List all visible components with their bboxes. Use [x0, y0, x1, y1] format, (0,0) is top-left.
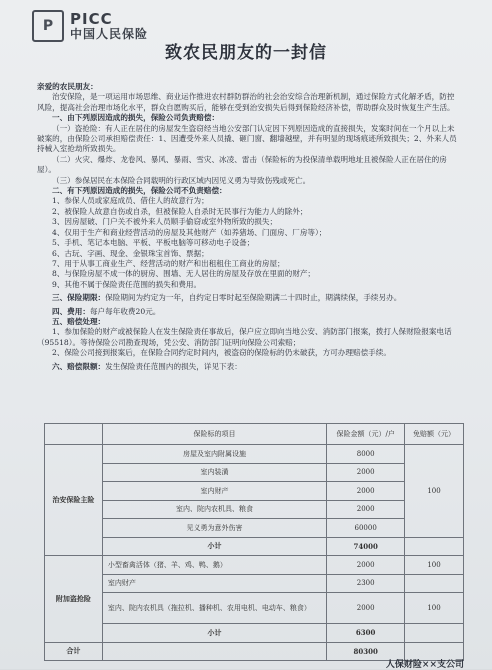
item-cell: 室内、院内农机具（拖拉机、播种机、农用电机、电动车、粮食）: [102, 593, 326, 624]
subtotal-value: 6300: [327, 624, 405, 643]
item-cell: 房屋及室内附属设施: [102, 445, 326, 464]
amount-cell: 2300: [327, 574, 405, 593]
table-row: [45, 574, 464, 593]
item-cell: 室内、院内农机具、粮食: [102, 500, 326, 519]
section-5-heading: 五、赔偿处理：: [52, 316, 106, 326]
exclusion-item: 5、手机、笔记本电脑、平板、平板电脑等可移动电子设备；: [52, 238, 255, 248]
section-4-text: 每户每年收费20元。: [89, 306, 161, 316]
section-3-text: 保险期间为约定为一年，自约定日零时起至保险期满二十四时止，期满续保，手续另办。: [105, 293, 402, 303]
deductible-cell: [405, 574, 464, 593]
item-cell: 室内财产: [102, 574, 326, 593]
table-row: [45, 519, 464, 538]
section-3: [37, 293, 462, 303]
table-row: [45, 593, 464, 624]
group-main-label: 治安保险主险: [45, 445, 103, 556]
exclusion-item: 1、参保人员或家庭成员、借住人的故意行为；: [52, 196, 209, 206]
section-6: [37, 362, 462, 372]
section-2-heading: 二、有下列原因造成的损失，保险公司不负责赔偿：: [52, 186, 227, 196]
section-4: [37, 307, 462, 317]
item-cell: 室内财产: [102, 482, 326, 501]
exclusion-item: 9、其他不属于保险责任范围的损失和费用。: [52, 279, 202, 289]
deductible-cell: 100: [405, 556, 464, 575]
salutation: 亲爱的农民朋友：: [37, 82, 98, 91]
exclusion-item: 2、被保险人故意自伤或自杀，但被保险人自杀时无民事行为能力人的除外；: [52, 206, 308, 216]
total-label: 合计: [45, 642, 103, 661]
section-6-text: 发生保险责任范围内的损失，详见下表：: [105, 361, 242, 371]
subtotal-value: 74000: [327, 537, 405, 556]
subtotal-label: 小计: [102, 537, 326, 556]
exclusion-item: 7、用于从事工商业生产、经营活动的财产和出租租住工商业的房屋；: [52, 258, 285, 268]
table-row: [45, 445, 464, 464]
section-1-heading: 一、由下列原因造成的损失，保险公司负责赔偿：: [52, 113, 220, 123]
table-row: [45, 556, 464, 575]
table-header-cell: 免赔额（元）: [405, 424, 464, 445]
exclusion-item: 8、与保险房屋不成一体的厨房、围墙、无人居住的房屋及存放在里面的财产；: [52, 269, 316, 279]
exclusion-item: 4、仅用于生产和商业经营活动的房屋及其他财产（如养猪场、门面房、厂房等）；: [52, 227, 327, 237]
picc-logo-icon: P: [32, 10, 64, 42]
item-cell: 小型畜禽活体（猪、羊、鸡、鸭、鹅）: [102, 556, 326, 575]
table-header-cell: 保险金额（元）/户: [327, 424, 405, 445]
group-addon-label: 附加盗抢险: [45, 556, 103, 643]
letter-body: [37, 82, 462, 372]
signature-line: 人保财险××支公司: [385, 660, 464, 670]
total-value: 80300: [327, 642, 405, 661]
subtotal-label: 小计: [102, 624, 326, 643]
amount-cell: 60000: [327, 519, 405, 538]
section-4-label: 四、费用：: [52, 306, 90, 316]
table-row: [45, 463, 464, 482]
amount-cell: 2000: [327, 463, 405, 482]
table-header-row: [45, 424, 464, 445]
section-1-item-3: （三）参保居民在本保险合同载明的行政区域内因见义勇为导致伤残或死亡。: [52, 175, 311, 185]
item-cell: 见义勇为意外伤害: [102, 519, 326, 538]
amount-cell: 8000: [327, 445, 405, 464]
exclusion-item: 3、因房屋破、门户关不被外来人员顺手偷窃或室外物所致的损失；: [52, 217, 278, 227]
section-1-item-1: （一）盗抢险：有人正在居住的房屋发生盗窃经当地公安部门认定因下列原因造成的直接损失，发案时间在一个月以上未破案的，由保险公司承担赔偿责任：1、因遭受外来人员撬、砸门窗、翻墙越壁，并有明显的现场痕迹所致损失；2、外来人员持械入室抢劫所致损失。: [37, 123, 457, 154]
subtotal-row: [45, 624, 464, 643]
table-header-cell: [45, 424, 103, 445]
amount-cell: 2000: [327, 556, 405, 575]
exclusion-item: 6、古玩、字画、现金、金银珠宝首饰、票据；: [52, 248, 209, 258]
letter-title: 致农民朋友的一封信: [165, 43, 327, 63]
amount-cell: 2000: [327, 500, 405, 519]
logo-en-text: PICC: [70, 9, 113, 28]
logo-cn-text: 中国人民保险: [70, 26, 149, 41]
intro-paragraph: 治安保险，是一项运用市场思维、商业运作推进农村群防群治的社会治安综合治理新机制，通过保险方式化解矛盾，防控风险，提高社会治理市场化水平，群众自愿购买后，能够在受到治安损失后得到保险经济补偿，帮助群众及时恢复生产生活。: [37, 92, 455, 112]
section-5-item-1: 1、参加保险的财产或被保险人在发生保险责任事故后，保户应立即向当地公安、消防部门报案，拨打人保财险报案电话（95518）。等待保险公司勘查现场，凭公安、消防部门证明向保险公司索赔；: [37, 327, 452, 347]
section-6-label: 六、赔偿限额：: [52, 361, 106, 371]
table-row: [45, 500, 464, 519]
table-header-cell: 保险标的项目: [102, 424, 326, 445]
section-1-item-2: （二）火灾、爆炸、龙卷风、暴风、暴雨、雪灾、冰凌、雷击（保险标的为投保清单载明地址且被保险人正在居住的房屋）。: [37, 154, 447, 175]
item-cell: 室内装潢: [102, 463, 326, 482]
table-row: [45, 482, 464, 501]
section-3-label: 三、保险期限：: [52, 293, 106, 303]
amount-cell: 2000: [327, 593, 405, 624]
amount-cell: 2000: [327, 482, 405, 501]
section-5-item-2: 2、保险公司接到报案后，在保险合同约定时间内，被盗窃的保险标的仍未破获，方可办理赔偿手续。: [52, 348, 391, 358]
deductible-cell: 100: [405, 593, 464, 624]
coverage-table: [44, 423, 464, 661]
subtotal-row: [45, 537, 464, 556]
deductible-cell: 100: [405, 445, 464, 538]
